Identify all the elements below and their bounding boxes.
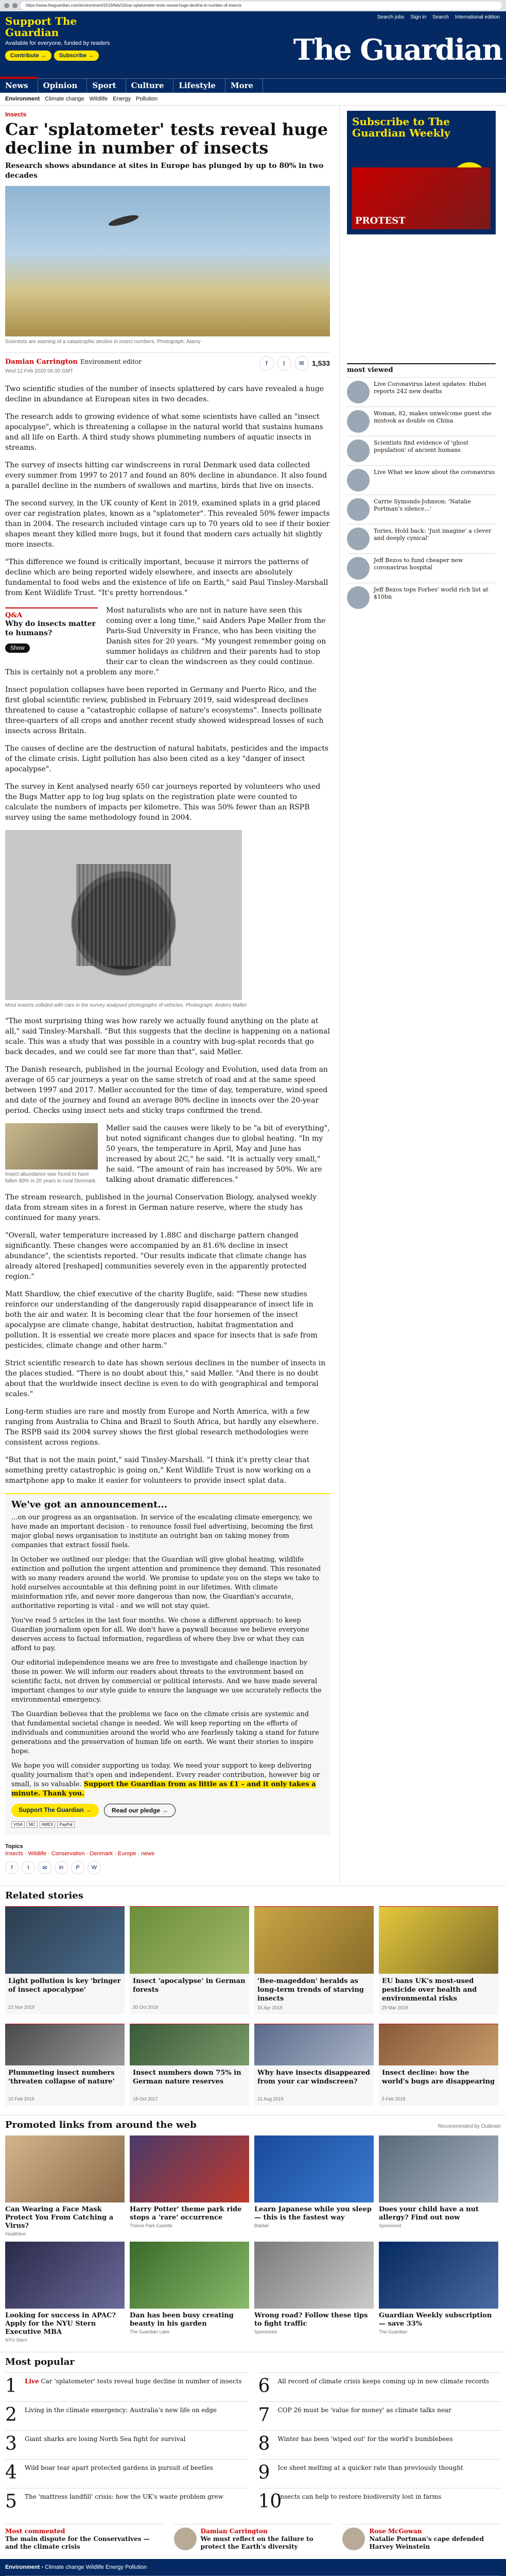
promo-image: [130, 2136, 249, 2202]
pinterest-icon[interactable]: P: [71, 1861, 84, 1874]
edition-link[interactable]: International edition: [455, 14, 500, 20]
most-viewed-title: most viewed: [347, 363, 496, 374]
item-title: COP 26 must be 'value for money' as climate talks near: [277, 2406, 451, 2414]
twitter-icon[interactable]: t: [22, 1861, 35, 1874]
most-popular-item[interactable]: [258, 2459, 501, 2488]
paragraph: "But that is not the main point," said Tinsley-Marshall. "I think it's pretty clear that something pretty catastrophic is going on," Kent Wildlife Trust is now working on a smartphone app to make it easier for volunteers to provide insect splat data.: [5, 1456, 311, 1485]
card-date: 10 Feb 2019: [8, 2096, 34, 2102]
most-popular-item[interactable]: [5, 2401, 248, 2430]
item-title: Wild boar tear apart protected gardens in pursuit of beetles: [25, 2464, 213, 2471]
guardian-logo[interactable]: The Guardian: [293, 33, 502, 67]
promo-source: NYU Stern: [5, 2337, 28, 2343]
side-image-photo: [5, 1123, 98, 1170]
item-title: The 'mattress landfill' crisis: how the UK's waste problem grew: [25, 2493, 224, 2500]
subnav-climate[interactable]: Climate change: [45, 96, 84, 102]
item-title: Car 'splatometer' tests reveal huge decline in number of insects: [41, 2378, 242, 2385]
paragraph: Most naturalists who are not in nature have seen this coming over a long time," said Anders Pape Møller from the Paris-Sud University in France, who has been visiting the Danish sites for 20 years. "My youngest remember going on summer holidays as children and their parents had to stop their car to clean the windscreen as they could continue. This is certainly not a problem any more.": [5, 606, 326, 676]
paragraph: The research adds to growing evidence of what some scientists have called an "insect apocalypse", which is threatening a collapse in the natural world that sustains humans and all life on Earth. A third study shows plummeting numbers of aquatic insects in streams.: [5, 413, 323, 452]
rank-number: 10: [258, 2491, 282, 2512]
whatsapp-icon[interactable]: W: [88, 1861, 101, 1874]
nav-more[interactable]: More: [225, 79, 263, 93]
card-date: 22 Nov 2019: [8, 2005, 35, 2010]
browser-toolbar: [0, 0, 506, 11]
contribute-button[interactable]: Contribute →: [5, 50, 51, 61]
item-title: Living in the climate emergency: Australia's new life on edge: [25, 2406, 217, 2414]
topic-link[interactable]: Insects: [5, 1851, 23, 1857]
promo-title: Dan has been busy creating beauty in his garden: [130, 2312, 234, 2328]
most-viewed-title-text: Woman, 82, makes unwelcome guest she mistook as double on China: [374, 410, 492, 424]
pullquote: "The most surprising thing was how rarely we actually found anything on the plate at all," said Tinsley-Marshall. "But this suggests that the decline is happening on a national scale. This was a study that was possible in a country with bug-splat records that go back decades, and we could see far more than that", said Møller.: [5, 1017, 330, 1056]
most-popular-featured: [5, 2524, 501, 2551]
card-image: [130, 1907, 249, 1974]
promo-source: Sponsored: [254, 2329, 277, 2334]
author-link[interactable]: Damian Carrington: [5, 358, 78, 366]
contributions-epic: [5, 1493, 330, 1835]
most-viewed-title-text: Carrie Symonds-Johnson: 'Natalie Portman's silence...': [374, 498, 471, 512]
author-role: Environment editor: [80, 358, 142, 365]
promo-image: [254, 2242, 374, 2309]
rank-number: 8: [258, 2433, 270, 2454]
most-viewed-item[interactable]: [347, 436, 496, 465]
subnav-wildlife[interactable]: Wildlife: [89, 96, 108, 102]
amex-icon: AMEX: [40, 1821, 56, 1828]
topic-link[interactable]: news: [141, 1851, 154, 1857]
promo-source: The Guardian Labs: [130, 2329, 170, 2334]
paragraph: The survey in Kent analysed nearly 650 car journeys reported by volunteers who used the Bugs Matter app to log bug splats on the registration plate were counted to calculate the numbers of impacts per kilometre. This was 50% fewer than an RSPB survey using the same methodology found in 2004.: [5, 783, 321, 822]
support-title: Support The Guardian: [5, 15, 77, 39]
promoted-item[interactable]: [379, 2242, 498, 2343]
paragraph: Matt Shardlow, the chief executive of the charity Buglife, said: "These new studies reinforce our understanding of the dangerously rapid disappearance of insect life in both the air and water. It is becoming clear that the four horsemen of the insect apocalypse are climate change, habitat destruction, habitat fragmentation and pollution. It is essential we create more places and space for insects that is safe from pesticides, climate change and other harm.": [5, 1290, 318, 1350]
featured-byline: Most commented: [5, 2528, 65, 2535]
share-bottom: [5, 1861, 330, 1874]
most-viewed-item[interactable]: [347, 583, 496, 612]
related-card[interactable]: [5, 1906, 125, 2014]
hero-image: [5, 186, 330, 336]
promoted-item[interactable]: [379, 2136, 498, 2236]
side-image-caption: Insect abundance was found to have fallen 80% in 20 years in rural Denmark.: [5, 1172, 97, 1184]
paragraph: "Overall, water temperature increased by 1.88C and discharge pattern changed significantly. These changes were accompanied by an 81.6% decline in insect abundance", the scientists reported. "Our results indicate that climate change has already altered [reshaped] communities severely even in the apparently protected region.": [5, 1231, 307, 1281]
featured-byline: Damian Carrington: [200, 2528, 268, 2535]
twitter-icon[interactable]: t: [277, 356, 291, 370]
most-viewed: [347, 363, 496, 612]
support-box: [5, 15, 118, 61]
masthead: [0, 11, 506, 78]
card-title: Why have insects disappeared from your car windscreen?: [257, 2069, 370, 2086]
featured-byline: Rose McGowan: [369, 2528, 422, 2535]
rank-number: 3: [5, 2433, 17, 2454]
article-kicker[interactable]: Insects: [5, 111, 27, 118]
author-avatar: [174, 2528, 197, 2550]
topic-link[interactable]: Wildlife: [28, 1851, 47, 1857]
featured-title: We must reflect on the failure to protect the Earth's diversity: [200, 2535, 313, 2550]
qa-card: [5, 607, 98, 653]
most-viewed-item[interactable]: [347, 406, 496, 436]
footer-crumb[interactable]: Wildlife: [85, 2564, 104, 2570]
rank-number: 9: [258, 2462, 270, 2483]
promo-title: Does your child have a nut allergy? Find out now: [379, 2206, 479, 2222]
most-popular-item[interactable]: [5, 2372, 248, 2401]
address-bar[interactable]: https://www.theguardian.com/environment/2019/feb/10/car-splatometer-tests-reveal-huge-decline-in-number-of-insects: [21, 2, 502, 10]
promoted-item[interactable]: [5, 2242, 125, 2343]
top-links: [377, 14, 500, 20]
promo-image: [254, 2136, 374, 2202]
epic-paragraph: ...on our progress as an organisation. In service of the escalating climate emergency, we have made an important decision - to renounce fossil fuel advertising, becoming the first major global news organisation to institute an outright ban on taking money from companies that extract fossil fuels.: [11, 1514, 313, 1549]
related-card[interactable]: [254, 1906, 374, 2014]
rank-number: 1: [5, 2376, 17, 2397]
thumbnail: [347, 586, 370, 609]
related-card[interactable]: [379, 1906, 498, 2014]
most-popular-item[interactable]: [5, 2488, 248, 2517]
subnav-energy[interactable]: Energy: [113, 96, 131, 102]
promo-source: The Guardian: [379, 2329, 408, 2334]
read-pledge-button[interactable]: Read our pledge →: [104, 1804, 176, 1817]
topics-label: Topics: [5, 1843, 23, 1850]
paragraph: Insect population collapses have been reported in Germany and Puerto Rico, and the first global scientific review, published in February 2019, said widespread declines threatened to cause a "catastrophic collapse of nature's ecosystems". Insects pollinate three-quarters of all crops and another recent study showed widespread losses of such insects across Britain.: [5, 686, 324, 735]
promoted-item[interactable]: [5, 2136, 125, 2236]
byline-row: [5, 352, 330, 378]
paragraph: Two scientific studies of the number of insects splattered by cars have revealed a huge decline in abundance at European sites in two decades.: [5, 385, 324, 403]
inline-caption: Most insects collided with cars in the survey analysed photographs of vehicles. Photograph: Anders Møller: [5, 1003, 247, 1008]
rank-number: 6: [258, 2376, 270, 2397]
most-viewed-title-text: Tories, Hold back: 'Just imagine' a clever and deeply cynical': [374, 528, 492, 541]
most-viewed-title-text: Scientists find evidence of 'ghost population' of ancient humans: [374, 439, 468, 453]
related-stories: [0, 1886, 506, 2106]
promoted-item[interactable]: [130, 2242, 249, 2343]
featured-title: The main dispute for the Conservatives — and the climate crisis: [5, 2535, 150, 2550]
paragraph: Strict scientific research to date has shown serious declines in the number of insects in the places studied. "There is no doubt about this," said Møller. "And there is no doubt about that the worldwide insect decline is even to do with geographical and temporal scales.": [5, 1359, 326, 1398]
epic-highlight: Support the Guardian from as little as £1 – and it only takes a minute. Thank you.: [11, 1781, 316, 1798]
card-title: Light pollution is key 'bringer of insect apocalypse': [8, 1977, 121, 1994]
most-viewed-title-text: Jeff Bezos tops Forbes' world rich list at $10bn: [374, 586, 488, 600]
related-card[interactable]: [254, 2024, 374, 2106]
article-body: [5, 384, 330, 1486]
footer: [0, 2559, 506, 2576]
search-link[interactable]: Search: [432, 14, 449, 20]
featured-title: Natalie Portman's cape defended Harvey Weinstein: [369, 2535, 484, 2550]
image-detail: [76, 864, 171, 966]
epic-title: We've got an announcement...: [11, 1499, 168, 1510]
paragraph: Long-term studies are rare and mostly from Europe and North America, with a few ranging from Australia to China and Brazil to South Africa, but hardly any elsewhere. The RSPB said its 2004 survey shows the first global research methodologies were consistent across regions.: [5, 1408, 319, 1447]
featured-item[interactable]: [5, 2524, 164, 2551]
rank-number: 2: [5, 2404, 17, 2426]
email-icon[interactable]: ✉: [38, 1861, 51, 1874]
promo-image: [5, 2242, 125, 2309]
search-jobs-link[interactable]: Search jobs: [377, 14, 405, 20]
promoted-item[interactable]: [130, 2136, 249, 2236]
promo-image: [379, 2242, 498, 2309]
qa-show-button[interactable]: Show: [5, 643, 30, 653]
mastercard-icon: MC: [27, 1821, 37, 1828]
most-popular-item[interactable]: [258, 2401, 501, 2430]
most-popular-item[interactable]: [258, 2372, 501, 2401]
epic-paragraph: [11, 1761, 324, 1799]
qa-question: Why do insects matter to humans?: [5, 620, 96, 637]
item-title: Ice sheet melting at a quicker rate than previously thought: [277, 2464, 463, 2471]
ad-image: PROTEST: [352, 167, 491, 229]
topic-link[interactable]: Conservation: [51, 1851, 85, 1857]
most-viewed-title-text: Live Coronavirus latest updates: Hubei reports 242 new deaths: [374, 381, 486, 395]
most-viewed-title-text: Jeff Bezos to fund cheaper new coronavirus hospital: [374, 557, 463, 571]
footer-crumb[interactable]: Climate change: [45, 2564, 84, 2570]
subscribe-button[interactable]: Subscribe →: [54, 50, 99, 61]
support-guardian-button[interactable]: Support The Guardian →: [11, 1804, 99, 1817]
article: [5, 106, 340, 1883]
related-title: Related stories: [5, 1890, 83, 1901]
card-title: 'Bee-mageddon' heralds as long-term trends of starving insects: [257, 1977, 364, 2003]
promoted-grid: [5, 2136, 501, 2343]
card-date: 18 Oct 2017: [133, 2096, 159, 2102]
card-image: [130, 2024, 249, 2065]
card-title: Insect decline: how the world's bugs are disappearing: [382, 2069, 495, 2086]
most-viewed-item[interactable]: [347, 524, 496, 553]
guardian-weekly-ad[interactable]: [347, 111, 496, 234]
promo-title: Wrong road? Follow these tips to fight traffic: [254, 2312, 368, 2328]
card-date: 21 Aug 2019: [257, 2096, 284, 2102]
card-image: [5, 2024, 125, 2065]
topics: Topics Insects · Wildlife · Conservation · Denmark · Europe · news: [5, 1843, 330, 1857]
paypal-icon: PayPal: [57, 1821, 74, 1828]
sub-nav: [0, 93, 506, 106]
promoted-links: [0, 2115, 506, 2343]
card-date: 29 Mar 2019: [382, 2005, 408, 2010]
thumbnail: [347, 381, 370, 403]
promo-title: Looking for success in APAC? Apply for the NYU Stern Executive MBA: [5, 2312, 116, 2336]
outbrain-label[interactable]: Recommended by Outbrain: [438, 2124, 501, 2129]
most-popular-title: Most popular: [5, 2357, 75, 2367]
thumbnail: [347, 557, 370, 580]
insect-shape: [108, 213, 139, 228]
most-viewed-item[interactable]: [347, 495, 496, 524]
thumbnail: [347, 469, 370, 492]
card-image: [254, 1907, 374, 1974]
card-title: Plummeting insect numbers 'threaten collapse of nature': [8, 2069, 115, 2086]
article-headline: Car 'splatometer' tests reveal huge decline in number of insects: [5, 120, 328, 158]
related-card[interactable]: [130, 2024, 249, 2106]
card-date: 30 Oct 2019: [133, 2005, 159, 2010]
paragraph: The stream research, published in the journal Conservation Biology, analysed weekly data from stream sites in a forest in German nature reserve, where the study has continued for many years.: [5, 1193, 317, 1222]
featured-item[interactable]: [174, 2524, 333, 2551]
item-title: Giant sharks are losing North Sea fight for survival: [25, 2435, 186, 2443]
promo-image: [379, 2136, 498, 2202]
topic-link[interactable]: Denmark: [90, 1851, 113, 1857]
nav-culture[interactable]: Culture: [126, 79, 174, 93]
nav-news[interactable]: News: [0, 79, 38, 93]
epic-paragraph: Our editorial independence means we are free to investigate and challenge inaction by those in power. We will inform our readers about threats to the environment based on scientific facts, not driven by commercial or political interests. And we have made several important changes to our style guide to ensure the language we use accurately reflects the environmental emergency.: [11, 1659, 322, 1704]
nav-opinion[interactable]: Opinion: [38, 79, 88, 93]
email-icon[interactable]: ✉: [294, 356, 309, 370]
promoted-item[interactable]: [254, 2136, 374, 2236]
footer-crumb[interactable]: Pollution: [125, 2564, 147, 2570]
nav-sport[interactable]: Sport: [87, 79, 126, 93]
featured-item[interactable]: [342, 2524, 501, 2551]
epic-paragraph-text: We hope you will consider supporting us today. We need your support to keep delivering quality journalism that's open and independent. Every reader contribution, however big or small, is so valuable.: [11, 1762, 320, 1788]
rank-number: 7: [258, 2404, 270, 2426]
nav-lifestyle[interactable]: Lifestyle: [173, 79, 225, 93]
thumbnail: [347, 528, 370, 550]
promo-title: Harry Potter' theme park ride stops a 'rare' occurrence: [130, 2206, 242, 2222]
epic-paragraph: You've read 5 articles in the last four months. We chose a different approach: to keep Guardian journalism open for all. We don't have a paywall because we believe everyone deserves access to factual information, regardless of where they live or what they can afford to pay.: [11, 1617, 309, 1652]
most-popular-grid: [5, 2372, 501, 2517]
thumbnail: [347, 410, 370, 433]
related-row: [5, 2024, 501, 2106]
card-image: [5, 1907, 125, 1974]
card-image: [379, 1907, 498, 1974]
facebook-icon[interactable]: f: [259, 356, 274, 370]
most-popular: [0, 2352, 506, 2551]
most-viewed-item[interactable]: [347, 377, 496, 406]
share-tools: [259, 356, 330, 370]
card-title: EU bans UK's most-used pesticide over health and environmental risks: [382, 1977, 477, 2003]
pillar-nav: [0, 78, 506, 93]
promo-image: [130, 2242, 249, 2309]
paragraph: The survey of insects hitting car windscreens in rural Denmark used data collected every summer from 1997 to 2017 and found an 80% decline in abundance. It also found a parallel decline in the numbers of swallows and martins, birds that live on insects.: [5, 461, 327, 490]
promo-source: Babbel: [254, 2223, 269, 2228]
paragraph: The second survey, in the UK county of Kent in 2019, examined splats in a grid placed over car registration plates, known as a "splatometer". This revealed 50% fewer impacts than in 2004. The research included vintage cars up to 70 years old to see if their boxier shapes meant they killed more bugs, but it found that modern cars actually hit slightly more insects.: [5, 499, 330, 549]
related-card[interactable]: [130, 1906, 249, 2014]
back-icon[interactable]: [4, 3, 9, 8]
item-title: Insects can help to restore biodiversity lost in farms: [277, 2493, 442, 2500]
paragraph: "This difference we found is critically important, because it mirrors the patterns of decline which are being reported widely elsewhere, and insects are absolutely fundamental to food webs and the existence of life on Earth," said Paul Tinsley-Marshall from Kent Wildlife Trust. "It's pretty horrendous.": [5, 558, 328, 597]
hero-caption: Scientists are warning of a catastrophic decline in insect numbers. Photograph: Alamy: [5, 339, 201, 345]
item-title: All record of climate crisis keeps coming up in new climate records: [277, 2378, 490, 2385]
visa-icon: VISA: [11, 1821, 25, 1828]
promo-source: Sponsored: [379, 2223, 402, 2228]
most-popular-item[interactable]: [5, 2459, 248, 2488]
share-count: 1,533: [311, 359, 330, 367]
paragraph: The causes of decline are the destruction of natural habitats, pesticides and the impacts of the climate crisis. Light pollution has also been cited as a key "danger of insect apocalypse".: [5, 744, 329, 773]
promoted-title: Promoted links from around the web: [5, 2120, 197, 2130]
related-row: [5, 1906, 501, 2014]
facebook-icon[interactable]: f: [5, 1861, 19, 1874]
support-subtitle: Available for everyone, funded by readers: [5, 40, 110, 46]
author-avatar: [342, 2528, 365, 2550]
card-date: 5 Feb 2019: [382, 2096, 406, 2102]
forward-icon[interactable]: [12, 3, 18, 8]
inline-image: [5, 830, 242, 1000]
thumbnail: [347, 498, 370, 521]
footer-crumb[interactable]: Environment: [5, 2564, 40, 2570]
most-viewed-item[interactable]: [347, 553, 496, 583]
subnav-pollution[interactable]: Pollution: [135, 96, 158, 102]
footer-breadcrumb: Environment › Climate change Wildlife Energy Pollution: [5, 2564, 147, 2570]
card-title: Insect 'apocalypse' in German forests: [133, 1977, 246, 1994]
sign-in-link[interactable]: Sign in: [410, 14, 427, 20]
linkedin-icon[interactable]: in: [55, 1861, 68, 1874]
live-kicker: Live: [25, 2378, 39, 2385]
paragraph: Møller said the causes were likely to be "a bit of everything", but noted significant changes due to global heating. "In my 50 years, the temperature in April, May and June has increased by about 2C," he said. "It is actually very small," he said. "The amount of rain has increased by 50%. We are talking about dramatic differences.": [106, 1124, 330, 1184]
promo-source: Theme Park Gazette: [130, 2223, 173, 2228]
most-popular-item[interactable]: [258, 2488, 501, 2517]
promoted-header: [5, 2115, 501, 2136]
ad-title: Subscribe to The Guardian Weekly: [352, 115, 450, 139]
rank-number: 4: [5, 2462, 17, 2483]
content-area: [0, 106, 506, 1883]
promo-image: [5, 2136, 125, 2202]
article-standfirst: Research shows abundance at sites in Europe has plunged by up to 80% in two decades: [5, 162, 324, 180]
footer-crumb[interactable]: Energy: [106, 2564, 124, 2570]
subnav-environment[interactable]: Environment: [5, 96, 40, 102]
dateline: Wed 12 Feb 2020 06.00 GMT: [5, 368, 74, 374]
topic-link[interactable]: Europe: [117, 1851, 136, 1857]
promo-title: Can Wearing a Face Mask Protect You From Catching a Virus?: [5, 2206, 114, 2230]
thumbnail: [347, 439, 370, 462]
promo-source: Healthline: [5, 2231, 26, 2236]
most-popular-item[interactable]: [258, 2430, 501, 2459]
promo-title: Guardian Weekly subscription — save 33%: [379, 2312, 492, 2328]
item-title: Winter has been 'wiped out' for the world's bumblebees: [277, 2435, 453, 2443]
card-date: 15 Apr 2019: [257, 2005, 283, 2010]
most-viewed-item[interactable]: [347, 465, 496, 495]
epic-buttons: [11, 1804, 324, 1817]
payment-methods: [11, 1821, 324, 1828]
side-image: [5, 1123, 98, 1184]
epic-paragraph: In October we outlined our pledge: that the Guardian will give global heating, wildlife extinction and pollution the urgent attention and prominence they demand. This resonated with so many readers around the world. We promise to update you on the steps we take to hold ourselves accountable at this defining point in our lifetimes. With climate misinformation rife, and never more dangerous than now, the Guardian's accurate, authoritative reporting is vital - and we will not stay quiet.: [11, 1556, 321, 1610]
right-column: [340, 106, 496, 1883]
epic-paragraph: The Guardian believes that the problems we face on the climate crisis are systemic and that fundamental societal change is needed. We will keep reporting on the efforts of individuals and communities around the world who are fearlessly taking a stand for future generations and the preservation of human life on earth. We want their stories to inspire hope.: [11, 1710, 319, 1755]
related-card[interactable]: [5, 2024, 125, 2106]
promo-title: Learn Japanese while you sleep — this is the fastest way: [254, 2206, 372, 2222]
rank-number: 5: [5, 2491, 17, 2512]
related-card[interactable]: [379, 2024, 498, 2106]
card-image: [254, 2024, 374, 2065]
paragraph: The Danish research, published in the journal Ecology and Evolution, used data from an average of 65 car journeys a year on the same stretch of road and at the same speed between 1997 and 2017. Møller accounted for the time of day, temperature, wind speed and date of the journey and found an average 80% decline in insects over the 20-year period. Checks using insect nets and sticky traps confirmed the trend.: [5, 1065, 328, 1115]
promoted-item[interactable]: [254, 2242, 374, 2343]
most-viewed-title-text: Live What we know about the coronavirus: [374, 469, 495, 476]
card-image: [379, 2024, 498, 2065]
most-popular-item[interactable]: [5, 2430, 248, 2459]
qa-label: Q&A: [5, 612, 23, 619]
card-title: Insect numbers down 75% in German nature reserves: [133, 2069, 241, 2086]
